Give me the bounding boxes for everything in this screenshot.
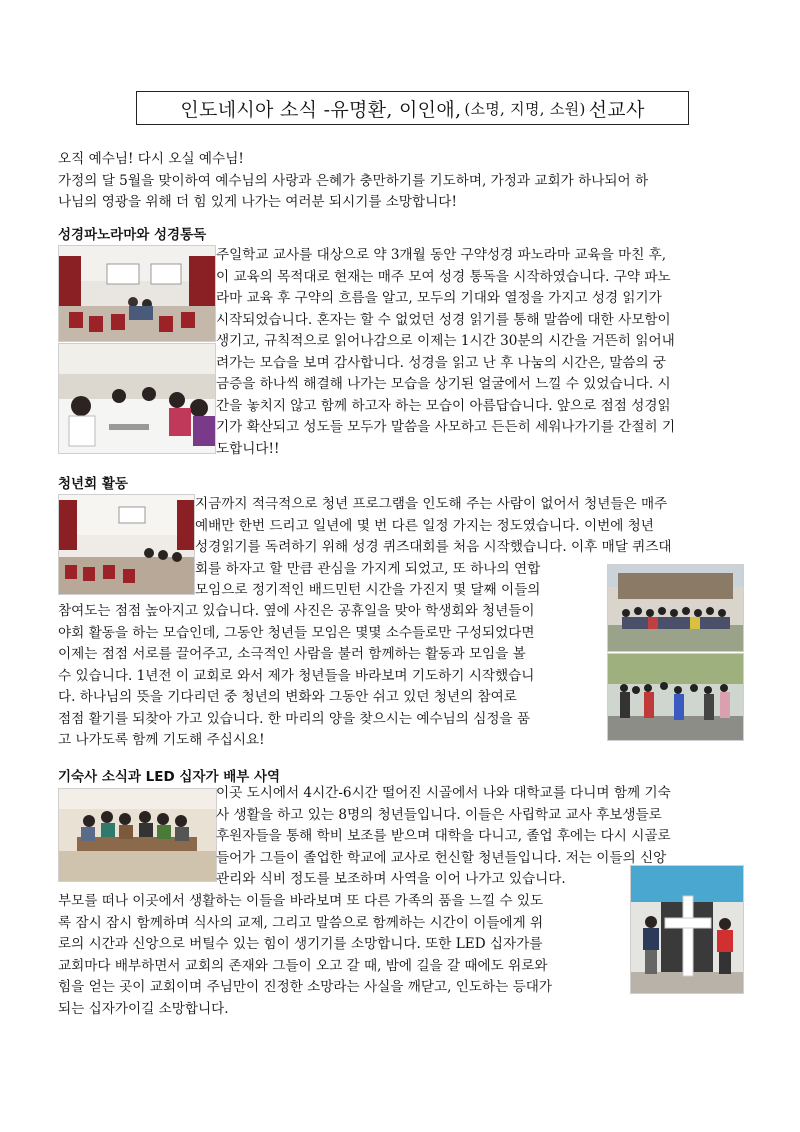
section-youth-body-bottom: [58, 601, 535, 752]
body-line: 참여도는 점점 높아지고 있습니다. 옆에 사진은 공휴일을 맞아 학생회와 청년들이: [58, 603, 535, 619]
dormitory-meal-photo: [58, 788, 217, 882]
section-youth-body-top: [195, 494, 672, 602]
body-line: 기가 확산되고 성도들 모두가 말씀을 사모하고 든든히 세워나가기를 간절히 기: [216, 419, 676, 435]
body-line: 들어가 그들이 졸업한 학교에 교사로 헌신할 청년들입니다. 저는 이들의 신앙: [216, 849, 667, 866]
body-line: 려가는 모습을 보며 감사합니다. 성경을 읽고 난 후 나눔의 시간은, 말씀의 궁: [216, 354, 667, 371]
body-line: 록 잠시 잠시 함께하며 식사의 교제, 그리고 말씀으로 함께하는 시간이 이들에게 위: [58, 914, 544, 931]
body-line: 간을 놓치지 않고 함께 하고자 하는 모습이 아름답습니다. 앞으로 점점 성경읽: [216, 397, 671, 414]
section-heading-bible-panorama: 성경파노라마와 성경통독: [58, 227, 207, 243]
body-line: 도합니다!!: [216, 440, 280, 457]
body-line: 지금까지 적극적으로 청년 프로그램을 인도해 주는 사람이 없어서 청년들은 매주: [195, 496, 668, 512]
body-line: 로의 시간과 신앙으로 버틸수 있는 힘이 생기기를 소망합니다. 또한 LED 십자가를: [58, 936, 543, 952]
body-line: 성경읽기를 독려하기 위해 성경 퀴즈대회를 처음 시작했습니다. 이후 매달 퀴즈대: [195, 539, 672, 555]
youth-quiz-photo: [58, 494, 195, 595]
title-main-suffix: 선교사: [588, 98, 645, 121]
body-line: 금증을 하나씩 해결해 나가는 모습을 상기된 얼굴에서 느낄 수 있었습니다. 시: [216, 376, 671, 392]
body-line: 후원자들을 통해 학비 보조를 받으며 대학을 다니고, 졸업 후에는 다시 시골로: [216, 828, 671, 844]
body-line: 힘을 얻는 곳이 교회이며 주님만이 진정한 소망라는 사실을 깨닫고, 인도하는 등대가: [58, 979, 553, 995]
body-line: 회를 하자고 할 만큼 관심을 가지게 되었고, 또 하나의 연합: [195, 560, 541, 577]
body-line: 이곳 도시에서 4시간-6시간 떨어진 시골에서 나와 대학교를 다니며 함께 기숙: [216, 785, 671, 801]
body-line: 다. 하나님의 뜻을 기다리던 중 청년의 변화와 그동안 쉬고 있던 청년의 참여로: [58, 689, 517, 705]
body-line: 사 생활을 하고 있는 8명의 청년들입니다. 이들은 사립학교 교사 후보생들로: [216, 806, 662, 823]
body-line: 라마 교육 후 구약의 흐름을 알고, 모두의 기대와 열정을 가지고 성경 읽기가: [216, 290, 662, 306]
body-line: 이제는 점점 서로를 끌어주고, 소극적인 사람을 불러 함께하는 활동과 모임을 볼: [58, 646, 526, 662]
body-line: 수 있습니다. 1년전 이 교회로 와서 제가 청년들을 바라보며 기도하기 시작했습니: [58, 667, 535, 684]
section-heading-youth: 청년회 활동: [58, 476, 128, 492]
body-line: 점점 활기를 되찾아 가고 있습니다. 한 마리의 양을 찾으시는 예수님의 심정을 품: [58, 710, 531, 727]
section-heading-dormitory: 기숙사 소식과 LED 십자가 배부 사역: [58, 769, 281, 785]
body-line: 이 교육의 목적대로 현재는 매주 모여 성경 통독을 시작하였습니다. 구약 파노: [216, 268, 671, 285]
body-line: 부모를 떠나 이곳에서 생활하는 이들을 바라보며 또 다른 가족의 품을 느낄 수 있도: [58, 893, 544, 909]
body-line: 되는 십자가이길 소망합니다.: [58, 1000, 229, 1017]
body-line: 주일학교 교사를 대상으로 약 3개월 동안 구약성경 파노라마 교육을 마친 후,: [216, 247, 667, 263]
body-line: 관리와 식비 정도를 보조하며 사역을 이어 나가고 있습니다.: [216, 871, 566, 887]
body-line: 교회마다 배부하면서 교회의 존재와 그들이 오고 갈 때, 밤에 길을 갈 때에도 위로와: [58, 957, 548, 974]
bible-class-photo-2: [58, 343, 216, 454]
intro-line: 가정의 달 5월을 맞이하여 예수님의 사랑과 은혜가 충만하기를 기도하며, 가정과 교회가 하나되어 하: [58, 172, 649, 189]
body-line: 야회 활동을 하는 모습인데, 그동안 청년들 모임은 몇몇 소수들로만 구성되었다면: [58, 624, 535, 641]
title-main-prefix: 인도네시아 소식 -유명환, 이인애,: [180, 98, 462, 121]
page-title: [136, 91, 689, 125]
intro-line: 오직 예수님! 다시 오실 예수님!: [58, 151, 244, 167]
section-dormitory-body-bottom: [58, 891, 552, 1020]
section-dormitory-body-top: [216, 783, 671, 891]
body-line: 생기고, 규칙적으로 읽어나감으로 이제는 1시간 30분의 시간을 거뜬히 읽어내: [216, 333, 675, 349]
intro-line: 나님의 영광을 위해 더 힘 있게 나가는 여러분 되시기를 소망합니다!: [58, 194, 457, 210]
title-parenthetical: (소명, 지명, 소원): [464, 99, 586, 118]
bible-class-photo-1: [58, 245, 216, 342]
section-bible-panorama-body: [216, 245, 675, 460]
body-line: 고 나가도록 함께 기도해 주십시요!: [58, 732, 265, 748]
intro-paragraph: [58, 149, 648, 214]
body-line: 예배만 한번 드리고 일년에 몇 번 다른 일정 가지는 정도였습니다. 이번에 청년: [195, 517, 654, 534]
body-line: 시작되었습니다. 혼자는 할 수 없었던 성경 읽기를 통해 말씀에 대한 사모함이: [216, 311, 671, 328]
body-line: 모임으로 정기적인 배드민턴 시간을 가진지 몇 달째 이들의: [195, 582, 541, 598]
youth-group-photo-2: [607, 653, 744, 741]
